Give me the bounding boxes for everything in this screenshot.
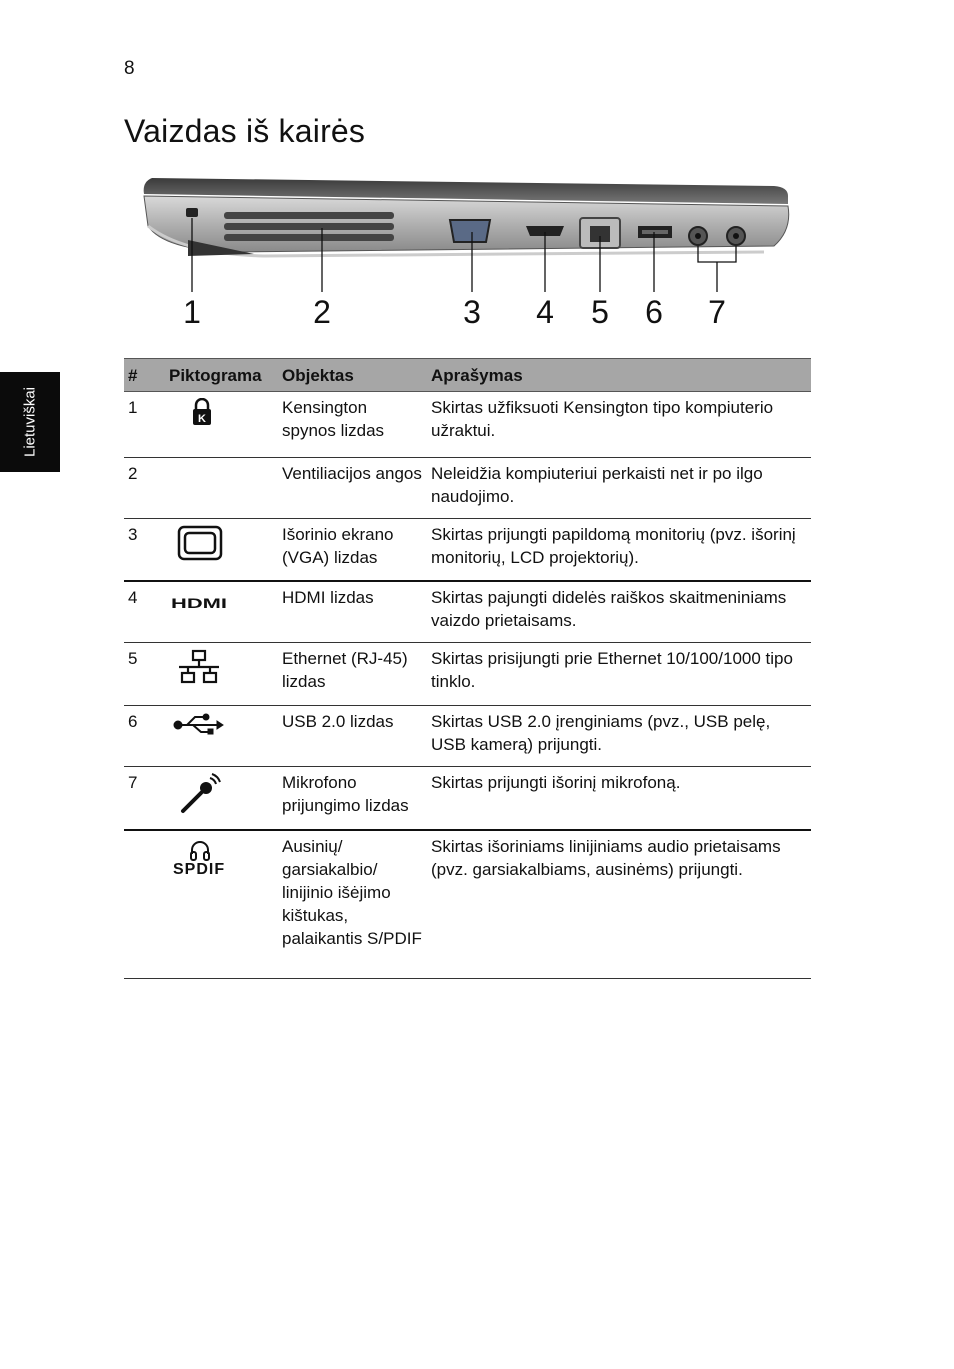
row-object: HDMI lizdas [278,581,427,643]
row-number: 4 [124,581,165,643]
row-description: Skirtas užfiksuoti Kensington tipo kompiuterio užraktui. [427,392,811,458]
row-icon-cell [165,766,278,830]
row-object: Išorinio ekrano (VGA) lizdas [278,519,427,581]
hdmi-icon [171,596,229,610]
callout-1: 1 [183,294,201,330]
row-number: 5 [124,642,165,705]
row-number: 7 [124,766,165,830]
callout-3: 3 [463,294,481,330]
callout-5: 5 [591,294,609,330]
row-icon-cell [165,705,278,766]
row-icon-cell [165,581,278,643]
row-icon-cell [165,830,278,978]
row-object: Kensington spynos lizdas [278,392,427,458]
ethernet-icon [177,649,221,685]
table-row [124,458,811,519]
table-row [124,642,811,705]
row-description: Skirtas prijungti išorinį mikrofoną. [427,766,811,830]
table-row [124,830,811,978]
table-row [124,705,811,766]
language-side-tab [0,372,60,472]
row-number: 2 [124,458,165,519]
callout-7: 7 [708,294,726,330]
callout-4: 4 [536,294,554,330]
table-row [124,519,811,581]
row-icon-cell [165,519,278,581]
row-number: 6 [124,705,165,766]
vga-icon [177,525,223,561]
row-object: Ethernet (RJ-45) lizdas [278,642,427,705]
row-description: Neleidžia kompiuteriui perkaisti net ir po ilgo naudojimo. [427,458,811,519]
headphone-icon [189,839,211,861]
spdif-icon-label: SPDIF [173,861,226,878]
page-title: Vaizdas iš kairės [124,113,366,149]
microphone-icon [179,773,221,815]
row-object: Ventiliacijos angos [278,458,427,519]
row-description: Skirtas prisijungti prie Ethernet 10/100/1000 tipo tinklo. [427,642,811,705]
row-description: Skirtas USB 2.0 įrenginiams (pvz., USB pelę, USB kamerą) prijungti. [427,705,811,766]
table-row [124,581,811,643]
page-number: 8 [124,58,135,79]
row-icon-cell [165,642,278,705]
table-row [124,392,811,458]
table-header-row [124,359,811,392]
row-description: Skirtas prijungti papildomą monitorių (pvz. išorinį monitorių, LCD projektorių). [427,519,811,581]
svg-text:HDMI: HDMI [171,595,227,610]
row-object: Ausinių/ garsiakalbio/ linijinio išėjimo kištukas, palaikantis S/PDIF [278,830,427,978]
header-number: # [124,359,165,392]
svg-text:K: K [198,413,206,425]
kensington-lock-icon [191,398,213,426]
row-number [124,830,165,978]
usb-icon [173,712,225,736]
ports-table [124,358,811,979]
row-description: Skirtas pajungti didelės raiškos skaitmeniniams vaizdo prietaisams. [427,581,811,643]
callout-2: 2 [313,294,331,330]
row-icon-cell [165,458,278,519]
side-tab-label: Lietuviškai [21,386,39,458]
row-number: 1 [124,392,165,458]
header-icon: Piktograma [165,359,278,392]
row-number: 3 [124,519,165,581]
callout-6: 6 [645,294,663,330]
table-row [124,766,811,830]
row-object: USB 2.0 lizdas [278,705,427,766]
header-description: Aprašymas [427,359,811,392]
row-icon-cell [165,392,278,458]
header-object: Objektas [278,359,427,392]
row-object: Mikrofono prijungimo lizdas [278,766,427,830]
row-description: Skirtas išoriniams linijiniams audio prietaisams (pvz. garsiakalbiams, ausinėms) prijungti. [427,830,811,978]
